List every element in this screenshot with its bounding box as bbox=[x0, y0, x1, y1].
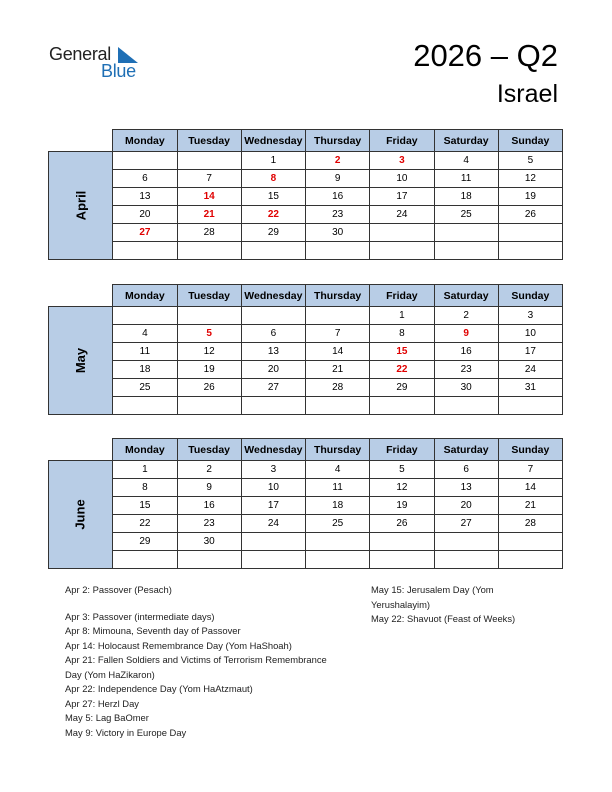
weekday-header: Friday bbox=[370, 439, 434, 461]
weekday-header: Thursday bbox=[306, 130, 370, 152]
day-cell: 9 bbox=[177, 479, 241, 497]
day-cell: 29 bbox=[370, 379, 434, 397]
weekday-header: Thursday bbox=[306, 285, 370, 307]
day-cell bbox=[434, 533, 498, 551]
day-cell: 6 bbox=[113, 170, 177, 188]
day-cell bbox=[241, 242, 305, 260]
day-cell bbox=[113, 307, 177, 325]
day-cell: 6 bbox=[434, 461, 498, 479]
day-cell: 18 bbox=[434, 188, 498, 206]
day-cell: 21 bbox=[306, 361, 370, 379]
day-cell bbox=[113, 242, 177, 260]
day-cell: 11 bbox=[113, 343, 177, 361]
day-cell: 1 bbox=[113, 461, 177, 479]
holiday-item: Apr 3: Passover (intermediate days) bbox=[65, 610, 215, 622]
day-cell: 12 bbox=[177, 343, 241, 361]
day-cell: 19 bbox=[370, 497, 434, 515]
week-row bbox=[49, 206, 563, 224]
day-cell: 17 bbox=[241, 497, 305, 515]
day-cell: 27 bbox=[434, 515, 498, 533]
holiday-item: May 22: Shavuot (Feast of Weeks) bbox=[371, 613, 516, 624]
day-cell: 24 bbox=[498, 361, 562, 379]
week-row bbox=[49, 397, 563, 415]
weekday-header: Monday bbox=[113, 130, 177, 152]
day-cell: 3 bbox=[370, 152, 434, 170]
day-cell: 28 bbox=[306, 379, 370, 397]
day-cell bbox=[370, 397, 434, 415]
day-cell: 8 bbox=[113, 479, 177, 497]
day-cell: 18 bbox=[306, 497, 370, 515]
day-cell bbox=[498, 533, 562, 551]
day-cell: 3 bbox=[498, 307, 562, 325]
day-cell bbox=[113, 551, 177, 569]
weekday-header: Saturday bbox=[434, 285, 498, 307]
weekday-header: Sunday bbox=[498, 130, 562, 152]
day-cell bbox=[241, 551, 305, 569]
day-cell: 21 bbox=[177, 206, 241, 224]
day-cell: 29 bbox=[241, 224, 305, 242]
week-row bbox=[49, 515, 563, 533]
week-row bbox=[49, 224, 563, 242]
holiday-list-left bbox=[65, 583, 365, 740]
weekday-header: Tuesday bbox=[177, 439, 241, 461]
month-label-cell bbox=[49, 152, 113, 260]
calendar-june bbox=[48, 438, 563, 569]
weekday-header: Saturday bbox=[434, 439, 498, 461]
day-cell: 23 bbox=[306, 206, 370, 224]
day-cell: 15 bbox=[113, 497, 177, 515]
corner-cell bbox=[49, 285, 113, 307]
day-cell bbox=[113, 152, 177, 170]
day-cell: 15 bbox=[241, 188, 305, 206]
month-label-cell bbox=[49, 307, 113, 415]
day-cell: 9 bbox=[306, 170, 370, 188]
week-row bbox=[49, 497, 563, 515]
week-row bbox=[49, 325, 563, 343]
day-cell: 4 bbox=[306, 461, 370, 479]
holiday-item: Day (Yom HaZikaron) bbox=[65, 668, 155, 680]
week-row bbox=[49, 379, 563, 397]
holiday-item: May 15: Jerusalem Day (Yom bbox=[371, 584, 494, 595]
holiday-item: May 5: Lag BaOmer bbox=[65, 712, 149, 723]
month-label: April bbox=[73, 190, 89, 221]
week-row bbox=[49, 170, 563, 188]
day-cell: 6 bbox=[241, 325, 305, 343]
holiday-item: Apr 2: Passover (Pesach) bbox=[65, 584, 172, 595]
weekday-header: Saturday bbox=[434, 130, 498, 152]
weekday-header: Wednesday bbox=[241, 285, 305, 307]
day-cell: 30 bbox=[306, 224, 370, 242]
week-row bbox=[49, 361, 563, 379]
day-cell bbox=[306, 307, 370, 325]
week-row bbox=[49, 479, 563, 497]
day-cell: 28 bbox=[177, 224, 241, 242]
day-cell bbox=[498, 224, 562, 242]
week-row bbox=[49, 242, 563, 260]
day-cell bbox=[434, 224, 498, 242]
day-cell bbox=[241, 533, 305, 551]
weekday-header: Wednesday bbox=[241, 130, 305, 152]
day-cell: 15 bbox=[370, 343, 434, 361]
day-cell: 22 bbox=[370, 361, 434, 379]
holiday-list-right bbox=[371, 583, 571, 627]
day-cell bbox=[434, 242, 498, 260]
day-cell: 9 bbox=[434, 325, 498, 343]
weekday-header: Tuesday bbox=[177, 130, 241, 152]
holiday-item: Apr 22: Independence Day (Yom HaAtzmaut) bbox=[65, 683, 253, 694]
day-cell: 23 bbox=[177, 515, 241, 533]
day-cell: 25 bbox=[306, 515, 370, 533]
holiday-item: Yerushalayim) bbox=[371, 598, 431, 610]
day-cell: 2 bbox=[306, 152, 370, 170]
corner-cell bbox=[49, 130, 113, 152]
day-cell: 27 bbox=[113, 224, 177, 242]
day-cell: 29 bbox=[113, 533, 177, 551]
day-cell bbox=[177, 397, 241, 415]
week-row bbox=[49, 343, 563, 361]
day-cell bbox=[434, 397, 498, 415]
day-cell: 17 bbox=[498, 343, 562, 361]
day-cell: 1 bbox=[370, 307, 434, 325]
day-cell: 12 bbox=[498, 170, 562, 188]
day-cell: 8 bbox=[241, 170, 305, 188]
day-cell: 30 bbox=[434, 379, 498, 397]
day-cell bbox=[177, 152, 241, 170]
day-cell: 7 bbox=[306, 325, 370, 343]
weekday-header: Monday bbox=[113, 439, 177, 461]
day-cell: 26 bbox=[370, 515, 434, 533]
day-cell: 13 bbox=[434, 479, 498, 497]
day-cell bbox=[498, 242, 562, 260]
holiday-item: May 9: Victory in Europe Day bbox=[65, 726, 187, 738]
day-cell: 18 bbox=[113, 361, 177, 379]
day-cell: 11 bbox=[434, 170, 498, 188]
day-cell bbox=[498, 551, 562, 569]
weekday-header: Monday bbox=[113, 285, 177, 307]
day-cell: 28 bbox=[498, 515, 562, 533]
day-cell: 4 bbox=[113, 325, 177, 343]
day-cell: 16 bbox=[306, 188, 370, 206]
day-cell bbox=[177, 242, 241, 260]
day-cell bbox=[370, 224, 434, 242]
day-cell: 24 bbox=[241, 515, 305, 533]
day-cell: 31 bbox=[498, 379, 562, 397]
day-cell: 23 bbox=[434, 361, 498, 379]
calendar-may bbox=[48, 284, 563, 415]
day-cell bbox=[306, 551, 370, 569]
day-cell: 11 bbox=[306, 479, 370, 497]
day-cell: 1 bbox=[241, 152, 305, 170]
day-cell bbox=[370, 533, 434, 551]
day-cell: 14 bbox=[498, 479, 562, 497]
day-cell bbox=[434, 551, 498, 569]
day-cell: 27 bbox=[241, 379, 305, 397]
day-cell: 30 bbox=[177, 533, 241, 551]
day-cell: 5 bbox=[498, 152, 562, 170]
day-cell bbox=[241, 307, 305, 325]
day-cell: 8 bbox=[370, 325, 434, 343]
day-cell: 4 bbox=[434, 152, 498, 170]
weekday-header: Wednesday bbox=[241, 439, 305, 461]
day-cell: 16 bbox=[434, 343, 498, 361]
weekday-header: Friday bbox=[370, 285, 434, 307]
day-cell: 2 bbox=[434, 307, 498, 325]
day-cell: 20 bbox=[434, 497, 498, 515]
weekday-header: Sunday bbox=[498, 285, 562, 307]
week-row bbox=[49, 461, 563, 479]
weekday-header: Thursday bbox=[306, 439, 370, 461]
day-cell: 21 bbox=[498, 497, 562, 515]
week-row bbox=[49, 551, 563, 569]
day-cell: 7 bbox=[177, 170, 241, 188]
logo-blue-text: Blue bbox=[101, 61, 136, 81]
day-cell: 10 bbox=[370, 170, 434, 188]
holiday-item: Apr 21: Fallen Soldiers and Victims of Terrorism Remembrance bbox=[65, 654, 327, 665]
day-cell bbox=[306, 242, 370, 260]
holiday-item: Apr 8: Mimouna, Seventh day of Passover bbox=[65, 625, 241, 636]
day-cell: 19 bbox=[498, 188, 562, 206]
day-cell: 7 bbox=[498, 461, 562, 479]
day-cell: 14 bbox=[177, 188, 241, 206]
day-cell: 13 bbox=[113, 188, 177, 206]
weekday-header: Friday bbox=[370, 130, 434, 152]
day-cell: 19 bbox=[177, 361, 241, 379]
month-label: June bbox=[73, 499, 89, 530]
day-cell: 2 bbox=[177, 461, 241, 479]
day-cell: 5 bbox=[177, 325, 241, 343]
weekday-header: Sunday bbox=[498, 439, 562, 461]
day-cell bbox=[306, 397, 370, 415]
week-row bbox=[49, 152, 563, 170]
month-label-cell bbox=[49, 461, 113, 569]
generalblue-logo bbox=[49, 44, 149, 82]
day-cell: 20 bbox=[113, 206, 177, 224]
day-cell: 22 bbox=[113, 515, 177, 533]
day-cell bbox=[370, 242, 434, 260]
corner-cell bbox=[49, 439, 113, 461]
month-label: May bbox=[73, 347, 89, 374]
day-cell bbox=[241, 397, 305, 415]
weekday-header-row bbox=[49, 439, 563, 461]
week-row bbox=[49, 533, 563, 551]
day-cell bbox=[498, 397, 562, 415]
day-cell: 17 bbox=[370, 188, 434, 206]
logo-general-text: General bbox=[49, 44, 111, 64]
day-cell: 26 bbox=[498, 206, 562, 224]
day-cell: 10 bbox=[498, 325, 562, 343]
weekday-header-row bbox=[49, 285, 563, 307]
day-cell: 12 bbox=[370, 479, 434, 497]
day-cell bbox=[113, 397, 177, 415]
day-cell bbox=[177, 551, 241, 569]
day-cell: 26 bbox=[177, 379, 241, 397]
calendar-april bbox=[48, 129, 563, 260]
weekday-header: Tuesday bbox=[177, 285, 241, 307]
holiday-item bbox=[65, 598, 365, 610]
holiday-item: Apr 14: Holocaust Remembrance Day (Yom HaShoah) bbox=[65, 639, 292, 651]
day-cell: 13 bbox=[241, 343, 305, 361]
week-row bbox=[49, 307, 563, 325]
weekday-header-row bbox=[49, 130, 563, 152]
day-cell: 25 bbox=[113, 379, 177, 397]
day-cell: 3 bbox=[241, 461, 305, 479]
day-cell: 5 bbox=[370, 461, 434, 479]
day-cell: 25 bbox=[434, 206, 498, 224]
day-cell: 16 bbox=[177, 497, 241, 515]
day-cell bbox=[306, 533, 370, 551]
day-cell: 24 bbox=[370, 206, 434, 224]
day-cell: 10 bbox=[241, 479, 305, 497]
page-title: 2026 – Q2 bbox=[413, 38, 558, 73]
country-title: Israel bbox=[496, 80, 558, 108]
day-cell: 22 bbox=[241, 206, 305, 224]
day-cell bbox=[370, 551, 434, 569]
holiday-item: Apr 27: Herzl Day bbox=[65, 697, 139, 709]
week-row bbox=[49, 188, 563, 206]
day-cell bbox=[177, 307, 241, 325]
day-cell: 20 bbox=[241, 361, 305, 379]
day-cell: 14 bbox=[306, 343, 370, 361]
